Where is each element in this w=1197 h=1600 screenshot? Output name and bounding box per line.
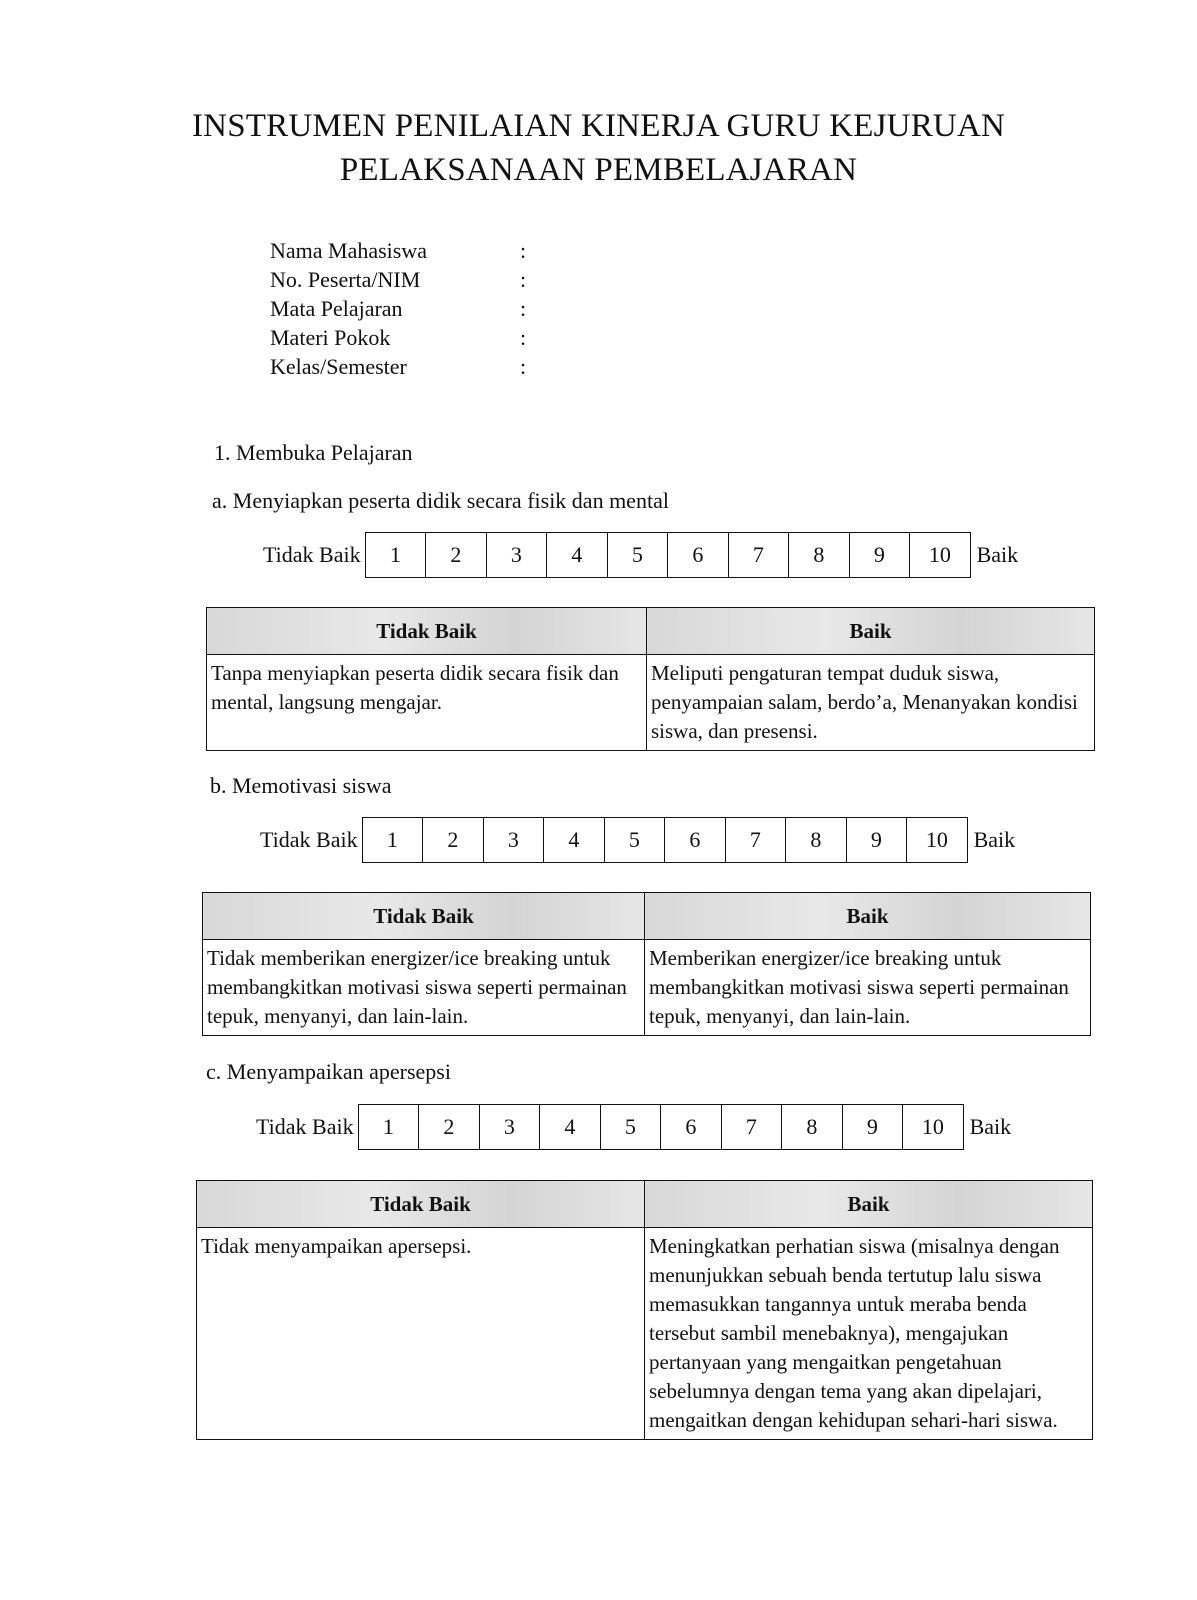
scale-cell[interactable]: 2 [422,818,483,862]
scale-cell[interactable]: 2 [425,533,486,577]
scale-cell[interactable]: 9 [842,1105,903,1149]
rubric-table [202,892,1091,1036]
identity-label: Kelas/Semester [270,354,407,379]
scale-cell[interactable]: 8 [788,533,849,577]
rubric-bad-description: Tidak memberikan energizer/ice breaking untuk membangkitkan motivasi siswa seperti permainan tepuk, menyanyi, dan lain-lain. [203,940,645,1036]
rubric-bad-description: Tidak menyampaikan apersepsi. [197,1228,645,1440]
title-line-2: PELAKSANAAN PEMBELAJARAN [339,152,858,188]
rating-scale [260,817,1015,863]
identity-label: Mata Pelajaran [270,296,403,321]
rubric-table [196,1180,1093,1440]
scale-cell[interactable]: 5 [604,818,665,862]
identity-fields [270,236,526,381]
scale-cell[interactable]: 9 [846,818,907,862]
scale-right-label: Baik [973,827,1016,852]
scale-left-label: Tidak Baik [263,542,361,567]
rating-scale [256,1104,1011,1150]
scale-cells [365,532,971,578]
scale-cell[interactable]: 2 [418,1105,479,1149]
rating-scale [263,532,1018,578]
scale-cell[interactable]: 3 [486,533,547,577]
scale-right-label: Baik [969,1114,1012,1139]
title-line-1: INSTRUMEN PENILAIAN KINERJA GURU KEJURUAN [191,108,1006,144]
rubric-table [206,607,1095,751]
rubric-header-good: Baik [645,893,1091,940]
scale-cell[interactable]: 9 [849,533,910,577]
rubric-good-description: Meliputi pengaturan tempat duduk siswa, penyampaian salam, berdo’a, Menanyakan kondisi siswa, dan presensi. [647,655,1095,751]
scale-cell[interactable]: 7 [721,1105,782,1149]
rubric-header-bad: Tidak Baik [197,1181,645,1228]
scale-cells [362,817,968,863]
identity-separator: : [520,267,527,292]
scale-right-label: Baik [976,542,1019,567]
scale-cell[interactable]: 7 [728,533,789,577]
scale-cell[interactable]: 1 [389,542,401,567]
scale-cell[interactable]: 6 [667,533,728,577]
identity-label: No. Peserta/NIM [270,267,421,292]
section-title: 1. Membuka Pelajaran [214,440,413,465]
rubric-good-description: Memberikan energizer/ice breaking untuk membangkitkan motivasi siswa seperti permainan tepuk, menyanyi, dan lain-lain. [645,940,1091,1036]
scale-cell[interactable]: 1 [382,1114,394,1139]
scale-cell[interactable]: 10 [909,533,970,577]
identity-row [270,352,526,381]
identity-row [270,294,526,323]
rubric-bad-description: Tanpa menyiapkan peserta didik secara fisik dan mental, langsung mengajar. [207,655,647,751]
identity-label: Nama Mahasiswa [270,238,428,263]
scale-cell[interactable]: 5 [607,533,668,577]
identity-label: Materi Pokok [270,325,391,350]
scale-cell[interactable]: 8 [781,1105,842,1149]
rubric-header-good: Baik [645,1181,1093,1228]
rubric-header-good: Baik [647,608,1095,655]
item-title: b. Memotivasi siswa [210,773,392,798]
scale-cell[interactable]: 6 [660,1105,721,1149]
scale-cell[interactable]: 3 [483,818,544,862]
rubric-header-bad: Tidak Baik [203,893,645,940]
identity-row [270,236,526,265]
scale-cell[interactable]: 3 [479,1105,540,1149]
identity-separator: : [520,354,527,379]
identity-row [270,323,526,352]
identity-separator: : [520,296,527,321]
scale-cell[interactable]: 6 [664,818,725,862]
identity-separator: : [520,325,527,350]
scale-cell[interactable]: 5 [600,1105,661,1149]
item-title: c. Menyampaikan apersepsi [206,1059,451,1084]
scale-cell[interactable]: 8 [785,818,846,862]
scale-cells [358,1104,964,1150]
scale-cell[interactable]: 4 [546,533,607,577]
rubric-header-bad: Tidak Baik [207,608,647,655]
scale-cell[interactable]: 10 [902,1105,963,1149]
scale-cell[interactable]: 7 [725,818,786,862]
scale-cell[interactable]: 10 [906,818,967,862]
scale-cell[interactable]: 4 [543,818,604,862]
scale-cell[interactable]: 1 [386,827,398,852]
rubric-good-description: Meningkatkan perhatian siswa (misalnya dengan menunjukkan sebuah benda tertutup lalu siswa memasukkan tangannya untuk meraba benda tersebut sambil menebaknya), mengajukan pertanyaan yang mengaitkan pengetahuan sebelumnya dengan tema yang akan dipelajari, mengaitkan dengan kehidupan sehari-hari siswa. [645,1228,1093,1440]
identity-row [270,265,526,294]
item-title: a. Menyiapkan peserta didik secara fisik dan mental [212,488,669,513]
scale-left-label: Tidak Baik [260,827,358,852]
scale-left-label: Tidak Baik [256,1114,354,1139]
scale-cell[interactable]: 4 [539,1105,600,1149]
document-title [0,104,1197,192]
identity-separator: : [520,238,527,263]
